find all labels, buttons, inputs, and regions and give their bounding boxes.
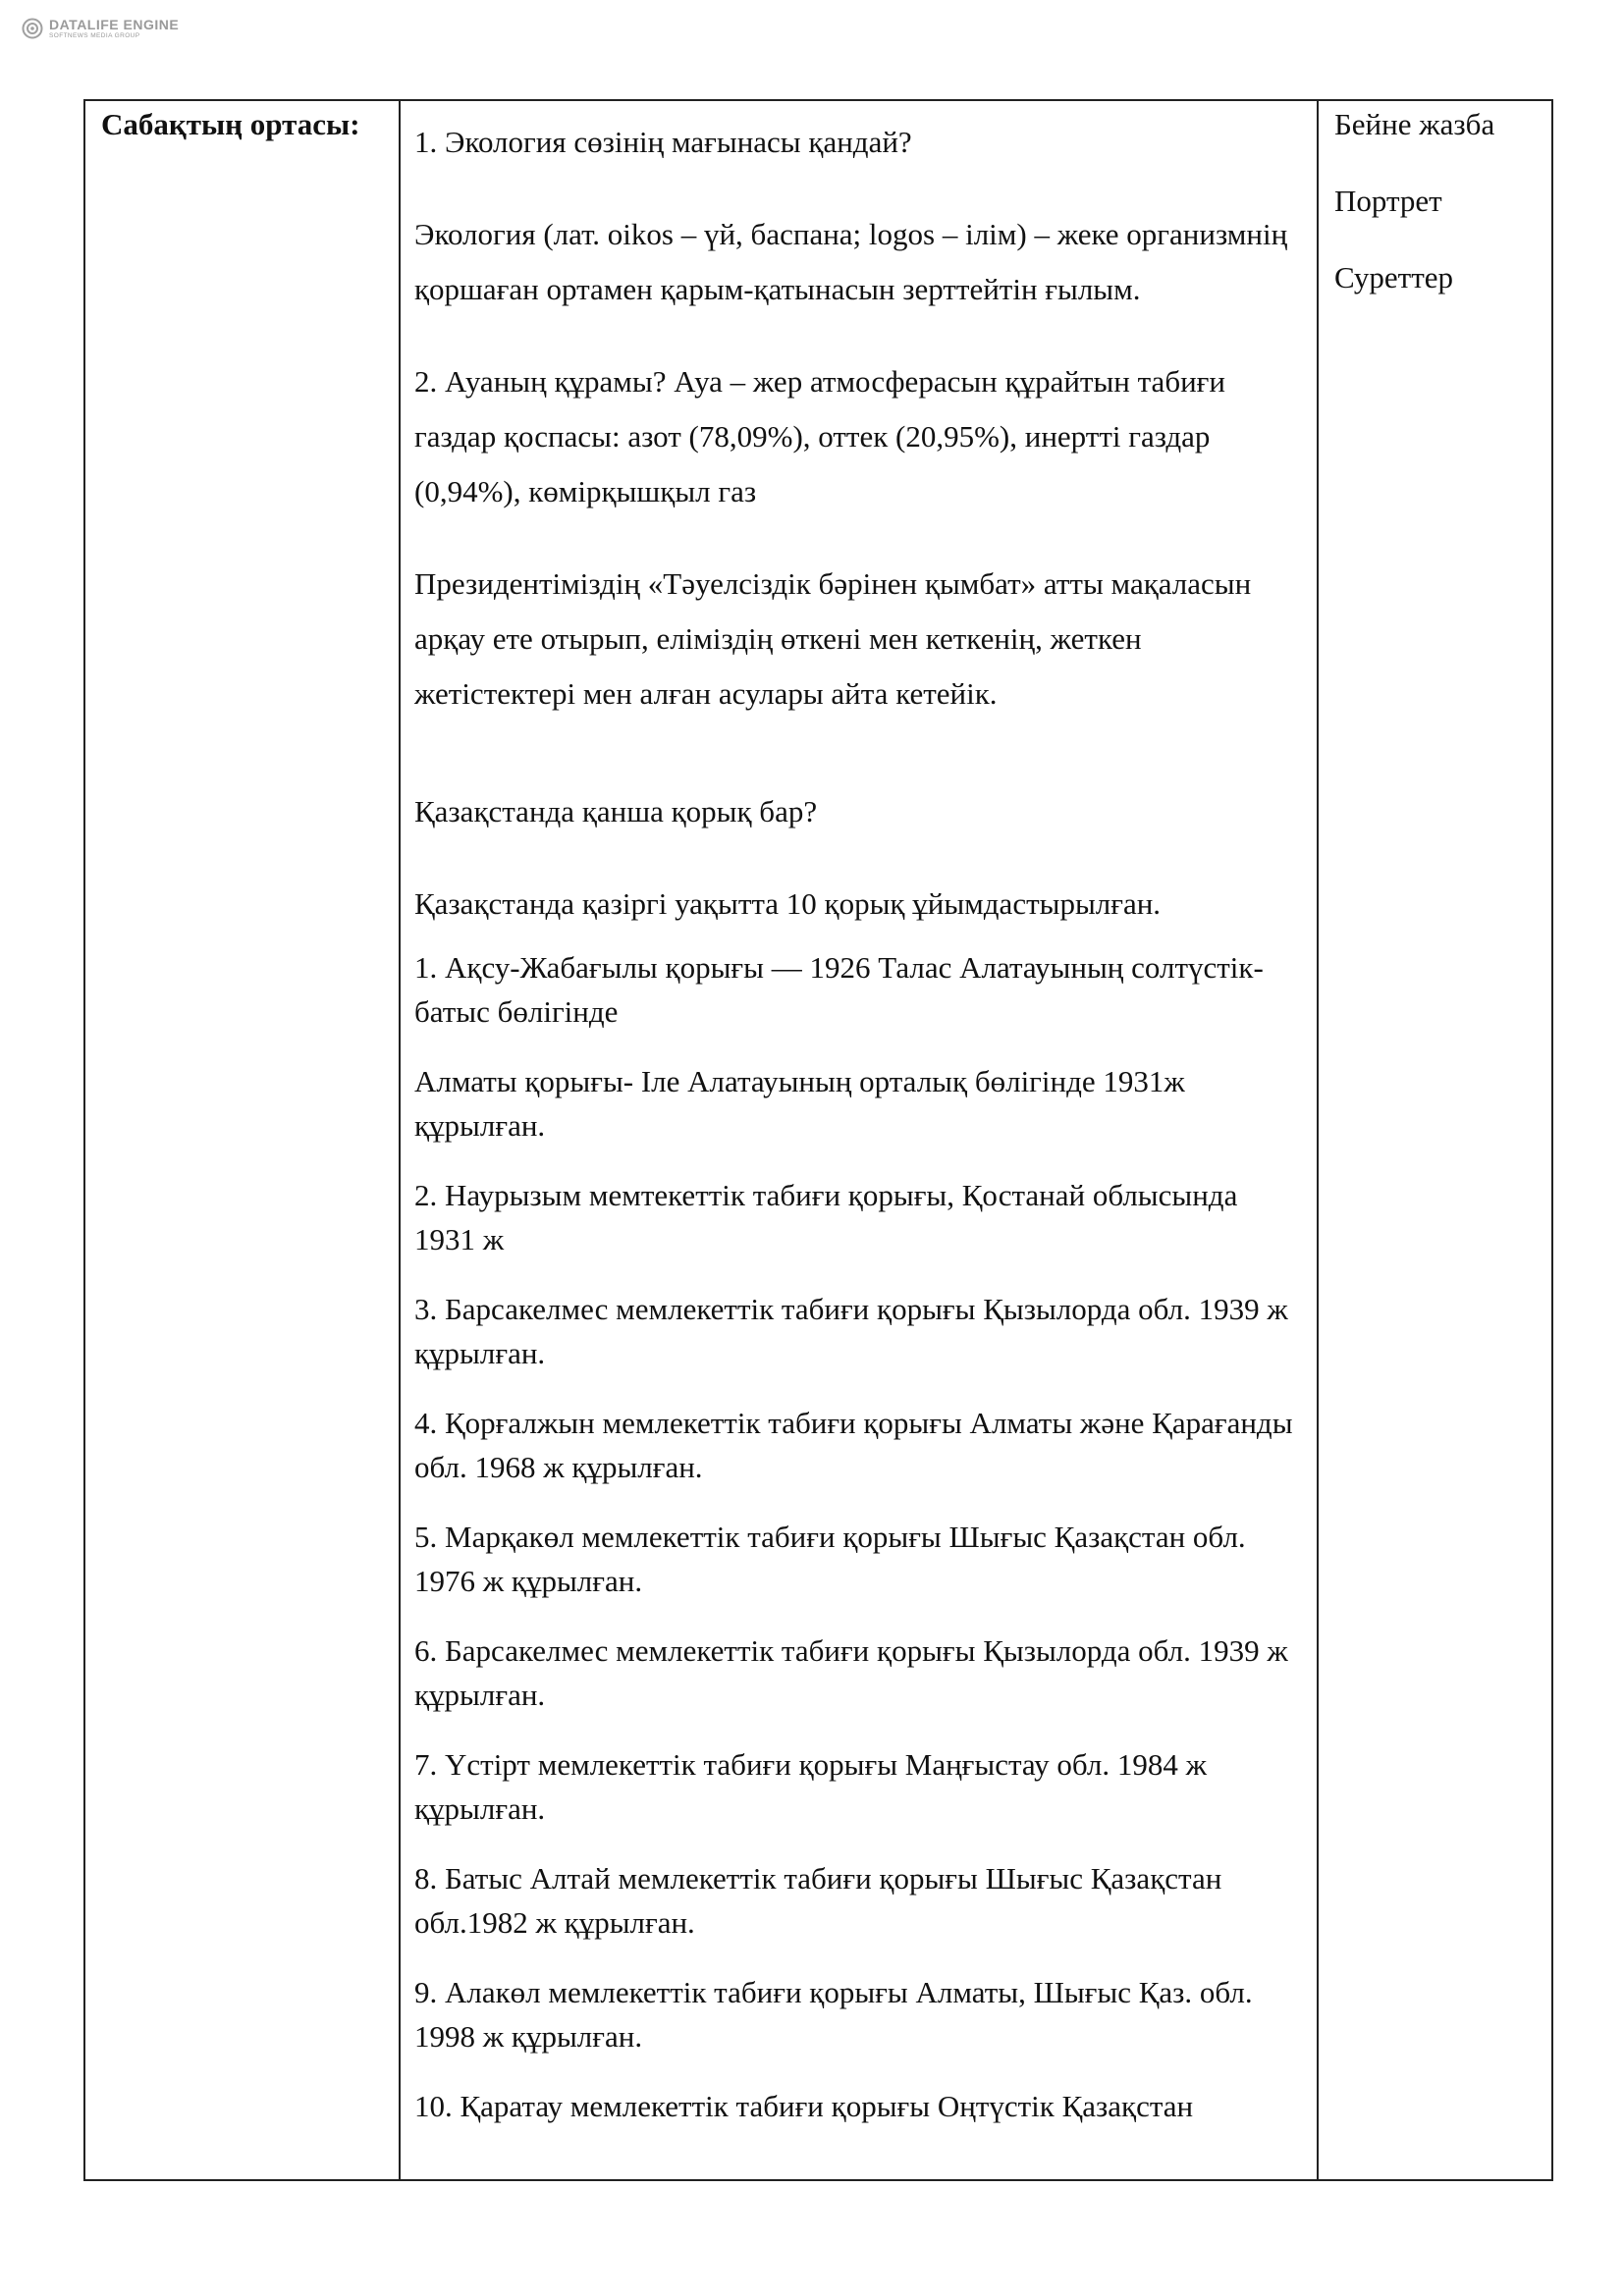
datalife-engine-watermark [22,18,179,40]
reserve-item: 10. Қаратау мемлекеттік табиғи қорығы Оңтүстік Қазақстан [414,2089,1194,2123]
question-1: 1. Экология сөзінің мағынасы қандай? [414,125,912,159]
reserve-item: 7. Үстірт мемлекеттік табиғи қорығы Маңғыстау обл. 1984 ж құрылған. [414,1747,1207,1826]
datalife-logo-icon [22,18,43,39]
watermark-subtitle: SOFTNEWS MEDIA GROUP [49,32,140,39]
resources-cell [1318,100,1552,2180]
resource-portrait: Портрет [1334,184,1442,218]
president-article-paragraph: Президентіміздің «Тәуелсіздік бәрінен қымбат» атты мақаласын арқау ете отырып, еліміздің өткені мен кеткенің, жеткен жетістектері мен алған асулары айта кетейік. [414,566,1252,711]
reserve-item: 4. Қорғалжын мемлекеттік табиғи қорығы Алматы және Қарағанды обл. 1968 ж құрылған. [414,1406,1293,1484]
reserve-item: Алматы қорығы- Іле Алатауының орталық бөлігінде 1931ж құрылған. [414,1064,1185,1143]
question-3: Қазақстанда қанша қорық бар? [414,794,818,828]
reserve-item: 3. Барсакелмес мемлекеттік табиғи қорығы Қызылорда обл. 1939 ж құрылған. [414,1292,1288,1370]
answer-1: Экология (лат. oikos – үй, баспана; logos – ілім) – жеке организмнің қоршаған ортамен қарым-қатынасын зерттейтін ғылым. [414,217,1288,306]
answer-3: Қазақстанда қазіргі уақытта 10 қорық ұйымдастырылған. [414,886,1162,921]
reserve-item: 6. Барсакелмес мемлекеттік табиғи қорығы Қызылорда обл. 1939 ж құрылған. [414,1633,1288,1712]
reserve-item: 1. Ақсу-Жабағылы қорығы — 1926 Талас Алатауының солтүстік-батыс бөлігінде [414,950,1264,1029]
question-2: 2. Ауаның құрамы? Ауа – жер атмосферасын құрайтын табиғи газдар қоспасы: азот (78,09%), оттек (20,95%), инертті газдар (0,94%), көмірқышқыл газ [414,364,1225,508]
reserve-item: 8. Батыс Алтай мемлекеттік табиғи қорығы Шығыс Қазақстан обл.1982 ж құрылған. [414,1861,1222,1940]
resource-pictures: Суреттер [1334,260,1454,294]
lesson-middle-row [84,100,1552,2180]
lesson-plan-table [83,99,1553,2181]
reserve-item: 9. Алакөл мемлекеттік табиғи қорығы Алматы, Шығыс Қаз. обл. 1998 ж құрылған. [414,1975,1253,2054]
stage-label-cell [84,100,400,2180]
reserve-item: 2. Наурызым мемтекеттік табиғи қорығы, Қостанай облысында 1931 ж [414,1178,1238,1256]
reserve-item: 5. Марқакөл мемлекеттік табиғи қорығы Шығыс Қазақстан обл. 1976 ж құрылған. [414,1520,1246,1598]
stage-label: Сабақтың ортасы: [101,107,360,141]
resource-video: Бейне жазба [1334,107,1495,141]
lesson-content-cell [400,100,1318,2180]
watermark-title: DATALIFE ENGINE [49,17,180,32]
